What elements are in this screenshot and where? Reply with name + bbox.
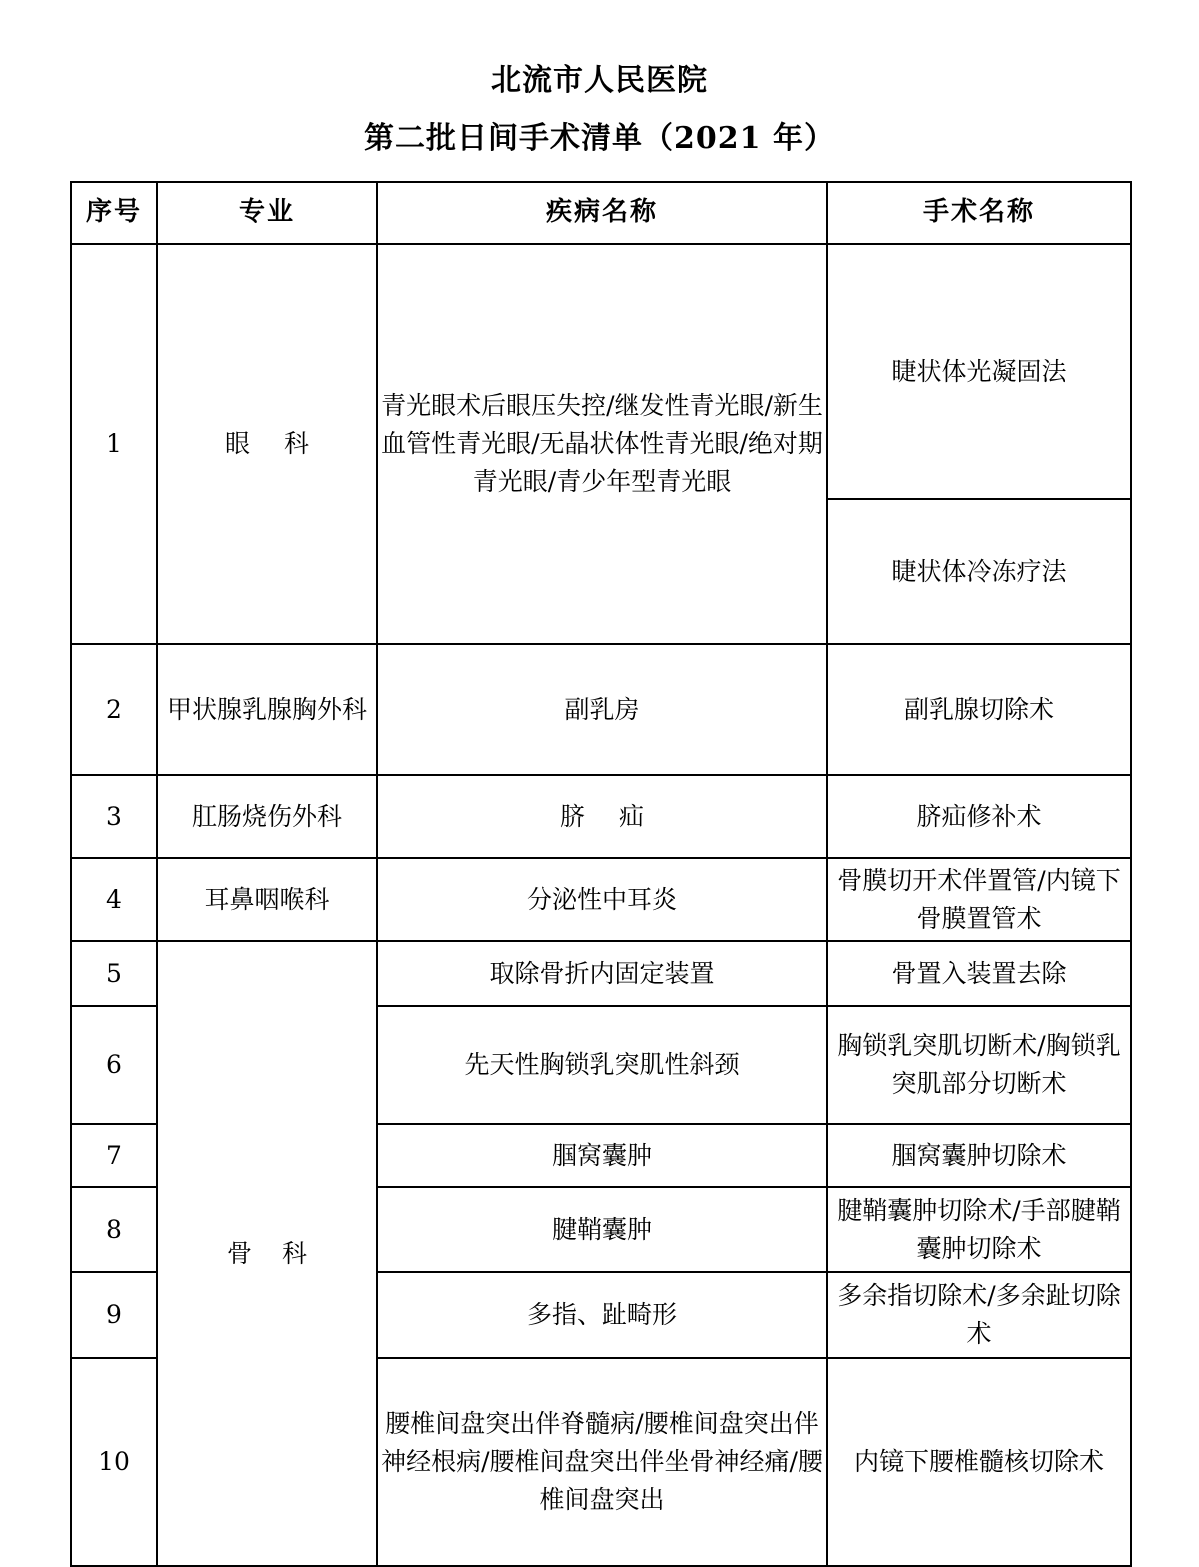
specialty-char-b: 科 [284,429,310,458]
surgery-list-table [70,181,1132,1567]
row-specialty: 肛肠烧伤外科 [157,775,377,858]
row-disease: 分泌性中耳炎 [377,858,827,941]
row-surgery: 胸锁乳突肌切断术/胸锁乳突肌部分切断术 [827,1006,1131,1124]
document-title: 第二批日间手术清单（2021 年） [364,121,835,156]
column-header-surgery: 手术名称 [827,182,1131,244]
specialty-char-a: 骨 [226,1238,252,1268]
specialty-char-b: 科 [282,1238,308,1268]
row-surgery: 脐疝修补术 [827,775,1131,858]
row-disease: 副乳房 [377,644,827,775]
column-header-index: 序号 [71,182,157,244]
surgery-list-table-wrap [70,181,1130,1567]
row-disease: 先天性胸锁乳突肌性斜颈 [377,1006,827,1124]
table-row [71,644,1131,775]
row-specialty [157,941,377,1566]
specialty-label [227,1239,307,1268]
row-index: 10 [71,1358,157,1566]
row-surgery: 腱鞘囊肿切除术/手部腱鞘囊肿切除术 [827,1187,1131,1272]
table-row [71,858,1131,941]
disease-char-a: 脐 [559,801,585,831]
row-disease: 取除骨折内固定装置 [377,941,827,1006]
row-specialty [157,244,377,644]
specialty-label [225,429,309,458]
row-surgery: 骨置入装置去除 [827,941,1131,1006]
row-surgery: 睫状体光凝固法 [827,244,1131,499]
row-disease: 多指、趾畸形 [377,1272,827,1358]
hospital-name: 北流市人民医院 [491,63,708,98]
specialty-char-a: 眼 [224,429,250,458]
row-surgery: 副乳腺切除术 [827,644,1131,775]
row-surgery: 多余指切除术/多余趾切除术 [827,1272,1131,1358]
row-surgery: 睫状体冷冻疗法 [827,499,1131,644]
row-index: 1 [71,244,157,644]
row-index: 6 [71,1006,157,1124]
row-disease: 青光眼术后眼压失控/继发性青光眼/新生血管性青光眼/无晶状体性青光眼/绝对期青光眼/青少年型青光眼 [377,244,827,644]
column-header-specialty: 专业 [157,182,377,244]
disease-label [560,802,644,831]
row-surgery: 内镜下腰椎髓核切除术 [827,1358,1131,1566]
row-index: 3 [71,775,157,858]
row-surgery: 腘窝囊肿切除术 [827,1124,1131,1187]
row-specialty: 耳鼻咽喉科 [157,858,377,941]
disease-char-b: 疝 [619,801,645,831]
table-row [71,775,1131,858]
row-disease: 腰椎间盘突出伴脊髓病/腰椎间盘突出伴神经根病/腰椎间盘突出伴坐骨神经痛/腰椎间盘突出 [377,1358,827,1566]
column-header-disease: 疾病名称 [377,182,827,244]
row-index: 7 [71,1124,157,1187]
table-header-row [71,182,1131,244]
row-index: 5 [71,941,157,1006]
table-row [71,941,1131,1006]
row-specialty: 甲状腺乳腺胸外科 [157,644,377,775]
table-row [71,244,1131,499]
row-index: 4 [71,858,157,941]
row-surgery: 骨膜切开术伴置管/内镜下骨膜置管术 [827,858,1131,941]
row-index: 2 [71,644,157,775]
row-disease: 腘窝囊肿 [377,1124,827,1187]
row-disease: 腱鞘囊肿 [377,1187,827,1272]
row-disease [377,775,827,858]
row-index: 8 [71,1187,157,1272]
row-index: 9 [71,1272,157,1358]
